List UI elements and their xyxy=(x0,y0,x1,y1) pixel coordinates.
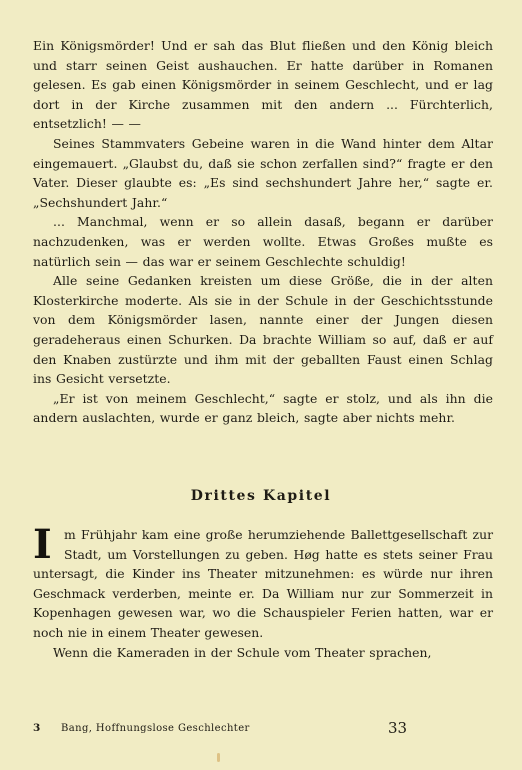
signature-number: 3 xyxy=(33,722,41,734)
body-text xyxy=(33,36,493,428)
paragraph-1: Ein Königsmörder! Und er sah das Blut fließen und den König bleich und starr seinen Geist aushauchen. Er hatte darüber in Romanen gelesen. Es gab einen Königsmörder in seinem Geschlecht, und er lag dort in der Kirche zusammen mit den andern ... Fürchterlich, entsetzlich! — — xyxy=(33,38,493,132)
page-footer xyxy=(33,719,493,742)
chapter-first-paragraph-text: m Frühjahr kam eine große herumziehende Ballettgesellschaft zur Stadt, um Vorstellungen zu geben. Høg hatte es stets seiner Frau untersagt, die Kinder ins Theater mitzunehmen: es würde nur ihren Geschmack verderben, meinte er. Da William nur zur Sommerzeit in Kopenhagen gewesen war, wo die Schauspieler Ferien hatten, war er noch nie in einem Theater gewesen. xyxy=(33,527,493,640)
paper-speck xyxy=(217,753,220,762)
drop-cap: I xyxy=(33,521,52,568)
chapter-second-paragraph: Wenn die Kameraden in der Schule vom Theater sprachen, xyxy=(53,644,432,660)
chapter-body xyxy=(33,521,493,662)
paragraph-2: Seines Stammvaters Gebeine waren in die Wand hinter dem Altar eingemauert. „Glaubst du, daß sie schon zerfallen sind?“ fragte er den Vater. Dieser glaubte es: „Es sind sechshundert Jahre her,“ sagte er. „Sechshundert Jahr.“ xyxy=(33,135,493,210)
paragraph-5: „Er ist von meinem Geschlecht,“ sagte er stolz, und als ihn die andern auslachten, wurde er ganz bleich, sagte aber nichts mehr. xyxy=(33,390,493,426)
signature-text: Bang, Hoffnungslose Geschlechter xyxy=(61,723,250,734)
chapter-title: Drittes Kapitel xyxy=(190,488,332,504)
chapter-first-paragraph xyxy=(33,521,493,643)
page-number: 33 xyxy=(388,719,408,737)
paragraph-3: ... Manchmal, wenn er so allein dasaß, begann er darüber nachzudenken, was er werden wollte. Etwas Großes mußte es natürlich sein — das war er seinem Geschlechte schuldig! xyxy=(33,214,493,269)
paragraph-4: Alle seine Gedanken kreisten um diese Größe, die in der alten Klosterkirche moderte. Als sie in der Schule in der Geschichtsstunde von dem Königsmörder lasen, nannte einer der Jungen diesen geradeheraus einen Schurken. Da brachte William so auf, daß er auf den Knaben zustürzte und ihm mit der geballten Faust einen Schlag ins Gesicht versetzte. xyxy=(33,273,493,387)
